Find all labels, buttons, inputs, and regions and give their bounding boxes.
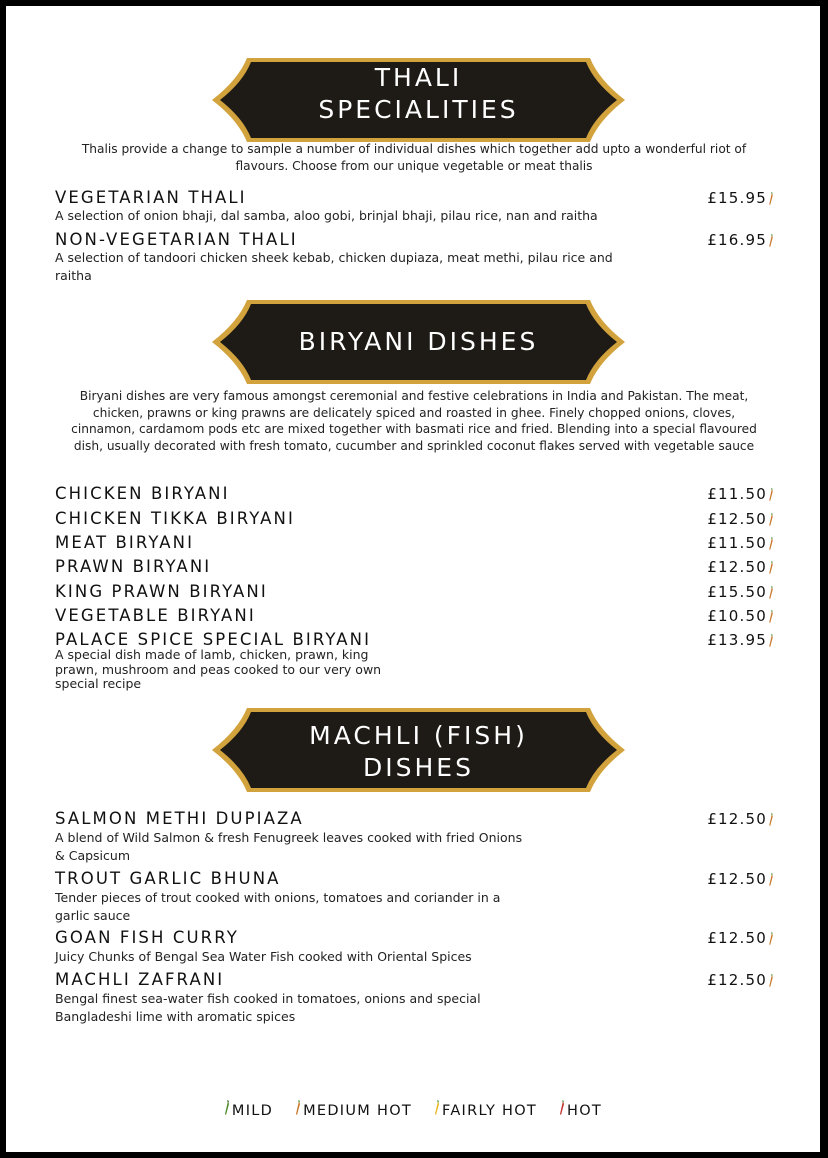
legend-mild xyxy=(224,1100,273,1119)
menu-item-name: VEGETARIAN THALI xyxy=(55,188,247,207)
legend-fairly-hot xyxy=(434,1100,537,1119)
medium-chili-icon xyxy=(768,513,774,527)
menu-item-desc: Juicy Chunks of Bengal Sea Water Fish cooked with Oriental Spices xyxy=(55,949,472,964)
menu-item-name: MEAT BIRYANI xyxy=(55,533,195,552)
menu-item-name: CHICKEN BIRYANI xyxy=(55,484,230,503)
legend-label: HOT xyxy=(567,1103,603,1119)
menu-item-price: £15.95 xyxy=(707,189,767,207)
legend-label: FAIRLY HOT xyxy=(442,1103,538,1119)
menu-item-price: £12.50 xyxy=(707,810,767,828)
medium-chili-icon xyxy=(768,586,774,600)
medium-chili-icon xyxy=(768,873,774,887)
menu-item-name: KING PRAWN BIRYANI xyxy=(55,582,268,601)
menu-item-price: £12.50 xyxy=(707,558,767,576)
menu-item-name: SALMON METHI DUPIAZA xyxy=(55,809,304,828)
legend-medium-hot xyxy=(295,1100,412,1119)
menu-item-name: CHICKEN TIKKA BIRYANI xyxy=(55,509,295,528)
section-intro: Thalis provide a change to sample a number of individual dishes which together add upto a wonderful riot of flavours. Choose from our unique vegetable or meat thalis xyxy=(81,142,747,173)
menu-item-desc: A blend of Wild Salmon & fresh Fenugreek leaves cooked with fried Onions & Capsicum xyxy=(55,830,523,863)
medium-chili-icon xyxy=(768,537,774,551)
legend-hot xyxy=(559,1100,602,1119)
section-title-line: SPECIALITIES xyxy=(318,95,519,124)
medium-chili-icon xyxy=(768,610,774,624)
menu-item-name: MACHLI ZAFRANI xyxy=(55,970,225,989)
menu-item-name: PALACE SPICE SPECIAL BIRYANI xyxy=(55,630,372,649)
chili-icon xyxy=(434,1100,440,1116)
menu-page xyxy=(6,6,820,1152)
menu-item-price: £12.50 xyxy=(707,929,767,947)
menu-item-price: £12.50 xyxy=(707,971,767,989)
medium-chili-icon xyxy=(768,192,774,206)
menu-item-name: NON-VEGETARIAN THALI xyxy=(55,230,298,249)
section-title-line: BIRYANI DISHES xyxy=(298,327,539,356)
legend-label: MEDIUM HOT xyxy=(303,1103,413,1119)
menu-item-desc: A special dish made of lamb, chicken, prawn, king prawn, mushroom and peas cooked to our very own special recipe xyxy=(55,647,382,691)
menu-item-name: TROUT GARLIC BHUNA xyxy=(55,869,281,888)
medium-chili-icon xyxy=(768,932,774,946)
menu-item-name: GOAN FISH CURRY xyxy=(55,928,239,947)
section-banner-thali xyxy=(211,54,626,146)
chili-icon xyxy=(295,1100,301,1116)
medium-chili-icon xyxy=(768,234,774,248)
menu-item-price: £12.50 xyxy=(707,510,767,528)
medium-chili-icon xyxy=(768,488,774,502)
menu-item-desc: A selection of tandoori chicken sheek kebab, chicken dupiaza, meat methi, pilau rice and raitha xyxy=(55,250,613,283)
chili-icon xyxy=(224,1100,230,1116)
menu-item-desc: Tender pieces of trout cooked with onions, tomatoes and coriander in a garlic sauce xyxy=(55,890,501,923)
menu-item-price: £15.50 xyxy=(707,583,767,601)
menu-item-desc: A selection of onion bhaji, dal samba, aloo gobi, brinjal bhaji, pilau rice, nan and raitha xyxy=(55,208,598,223)
menu-item-name: PRAWN BIRYANI xyxy=(55,557,212,576)
menu-item-price: £12.50 xyxy=(707,870,767,888)
menu-item-price: £10.50 xyxy=(707,607,767,625)
spice-legend xyxy=(6,1100,820,1119)
menu-item-price: £16.95 xyxy=(707,231,767,249)
legend-label: MILD xyxy=(231,1103,274,1119)
menu-item-name: VEGETABLE BIRYANI xyxy=(55,606,256,625)
section-title-line: THALI xyxy=(374,63,463,92)
medium-chili-icon xyxy=(768,974,774,988)
section-banner-machli xyxy=(211,704,626,796)
menu-item-price: £11.50 xyxy=(707,534,767,552)
section-intro: Biryani dishes are very famous amongst ceremonial and festive celebrations in India and Pakistan. The meat, chicken, prawns or king prawns are delicately spiced and roasted in ghee. Finely chopped onions, cloves, cinnamon, cardamom pods etc are mixed together with basmati rice and fried. Blending into a special flavoured dish, usually decorated with fresh tomato, cucumber and sprinkled coconut flakes served with vegetable sauce xyxy=(71,389,757,453)
section-title-line: MACHLI (FISH) xyxy=(309,721,528,750)
menu-item-desc: Bengal finest sea-water fish cooked in tomatoes, onions and special Bangladeshi lime with aromatic spices xyxy=(55,991,481,1024)
menu-item-price: £11.50 xyxy=(707,485,767,503)
section-title-line: DISHES xyxy=(363,753,474,782)
menu-item-price: £13.95 xyxy=(707,631,767,649)
chili-icon xyxy=(559,1100,565,1116)
medium-chili-icon xyxy=(768,634,774,648)
medium-chili-icon xyxy=(768,561,774,575)
section-banner-biryani xyxy=(211,296,626,388)
medium-chili-icon xyxy=(768,813,774,827)
